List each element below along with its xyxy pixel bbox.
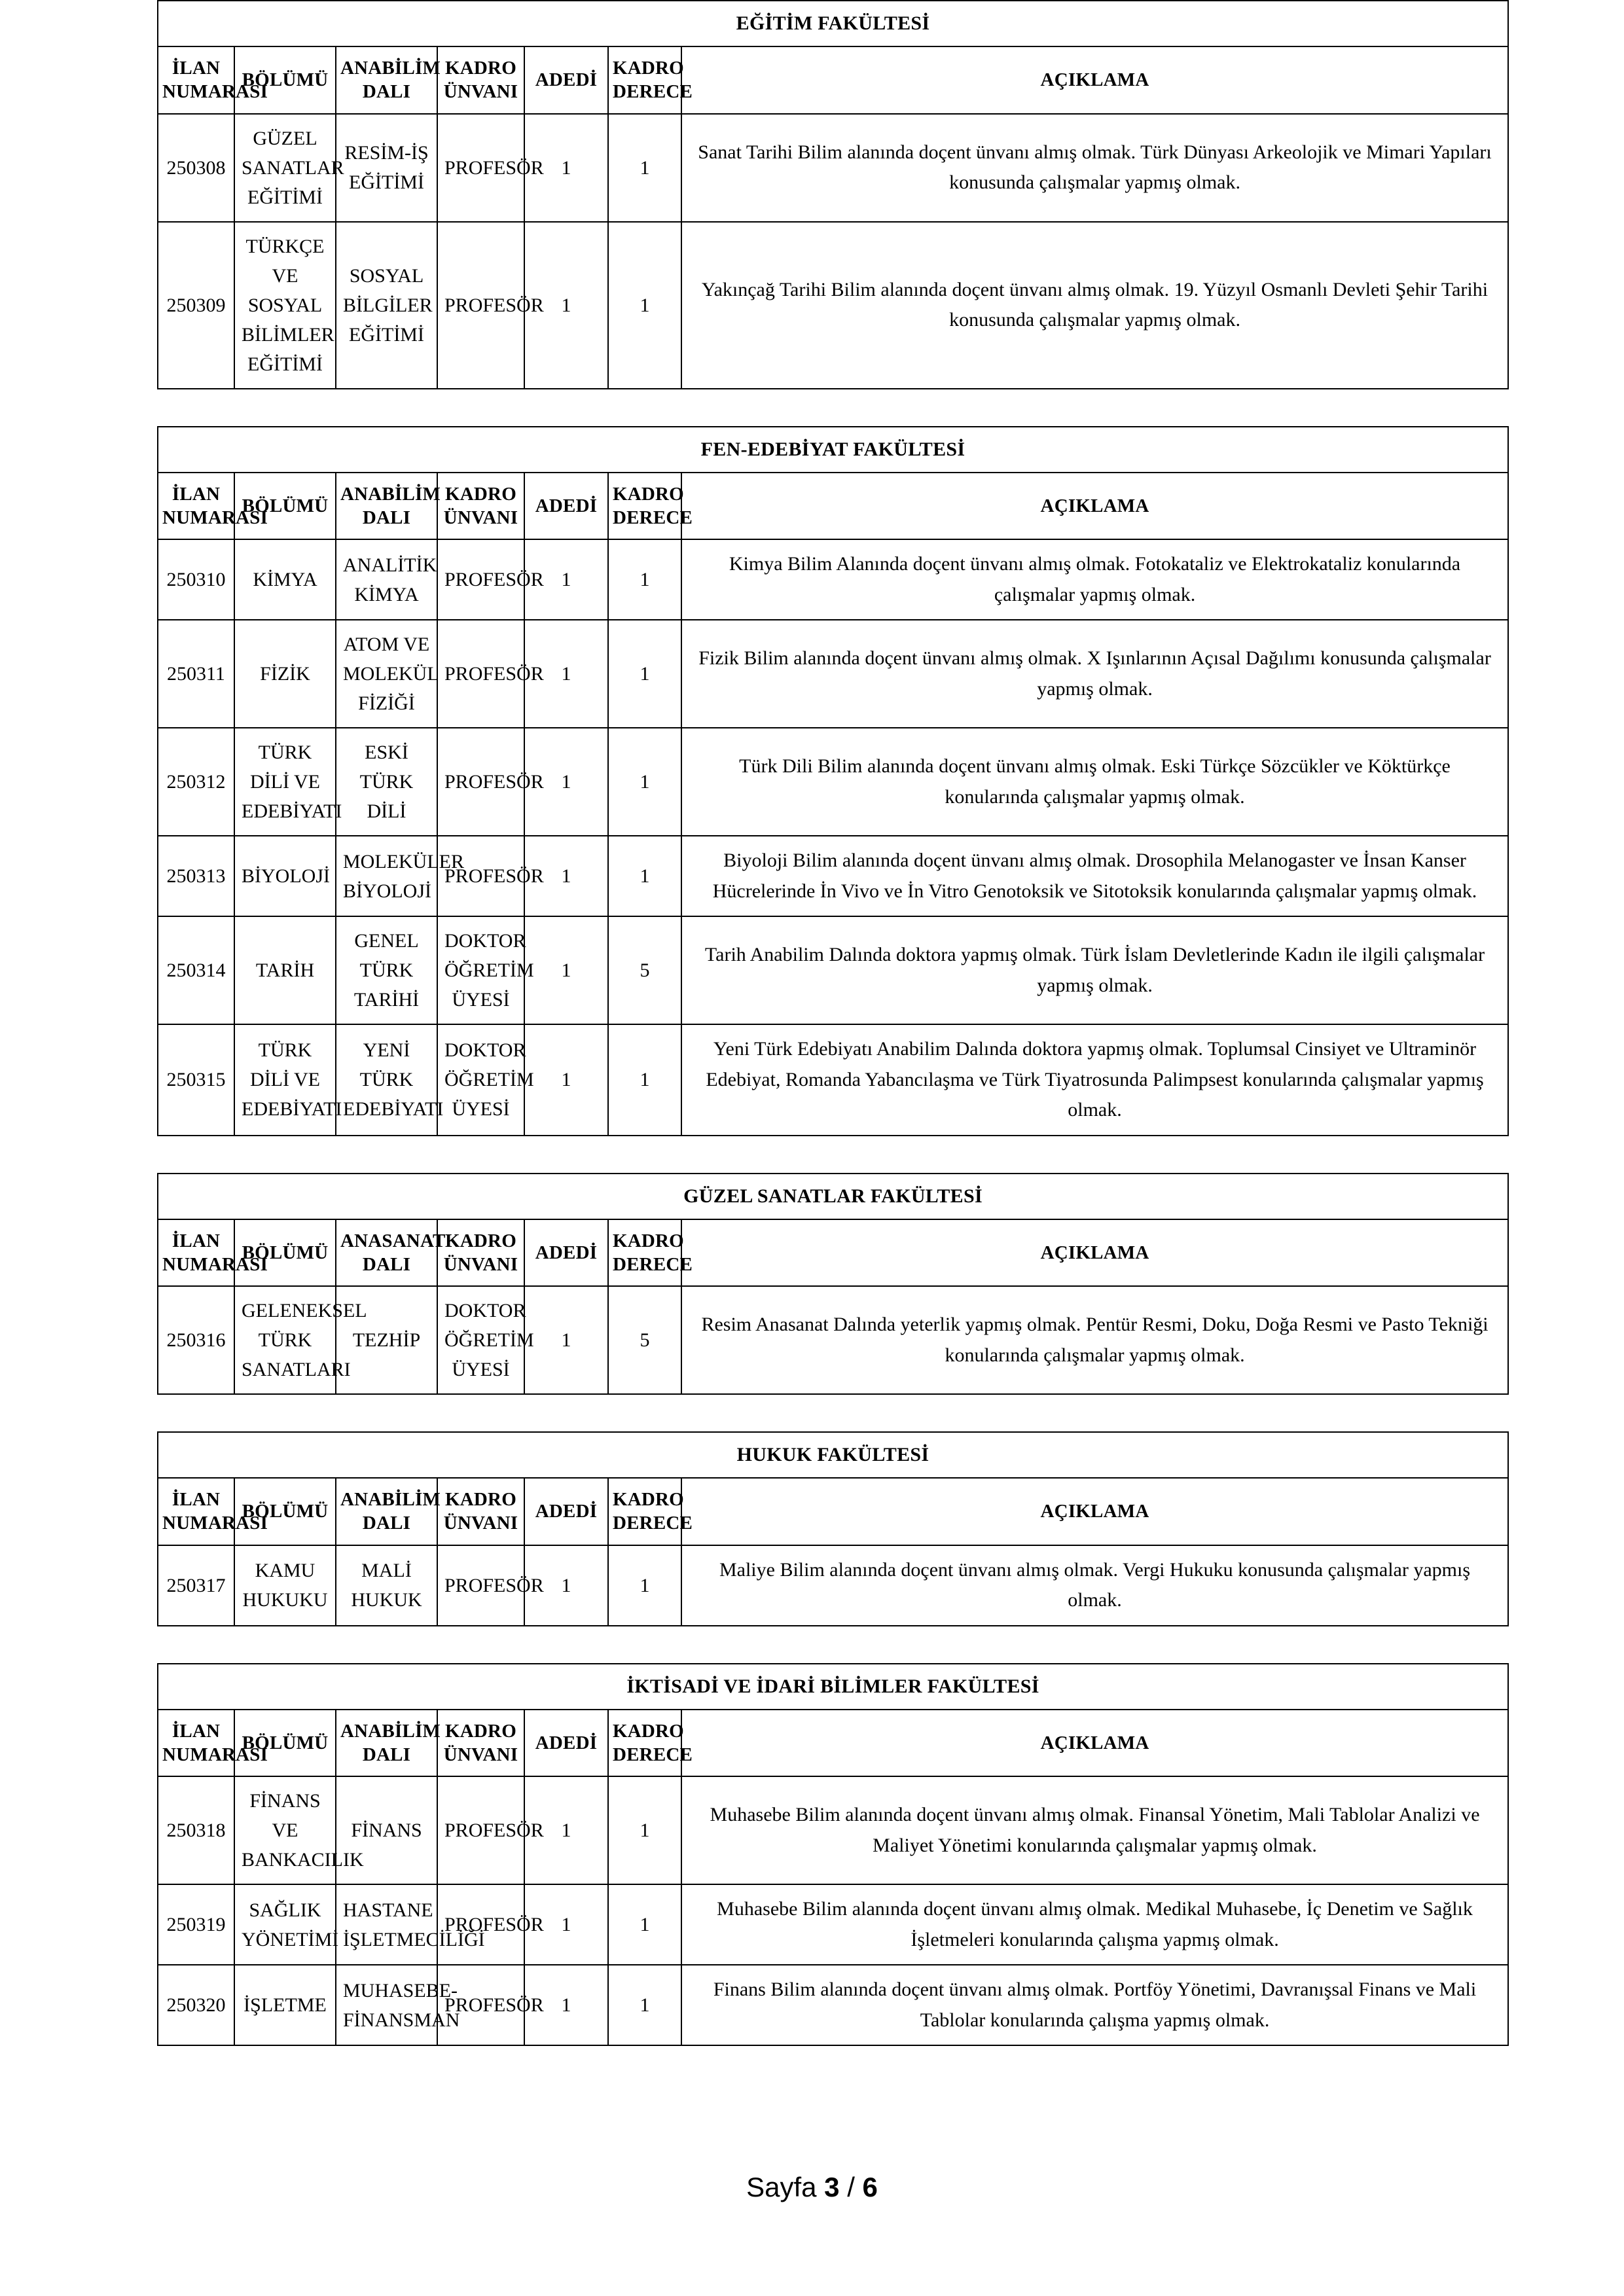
- column-header-aciklama-line-1: AÇIKLAMA: [1040, 495, 1149, 516]
- cell-aciklama: Yakınçağ Tarihi Bilim alanında doçent ünvanı almış olmak. 19. Yüzyıl Osmanlı Devleti Şehir Tarihi konusunda çalışmalar yapmış olmak.: [681, 222, 1508, 389]
- column-header-ilan-numarasi-line-2: NUMARASI: [162, 1253, 268, 1275]
- table-row: [158, 539, 1508, 620]
- cell-dali: TEZHİP: [336, 1286, 437, 1394]
- cell-dali: FİNANS: [336, 1776, 437, 1884]
- column-header-kadro-derece-line-1: KADRO: [613, 1230, 684, 1251]
- column-header-kadro-derece: [608, 1478, 693, 1545]
- column-header-kadro-derece-line-2: DERECE: [613, 507, 693, 528]
- cell-kadro-derece: 1: [608, 1024, 681, 1136]
- cell-adedi: 1: [524, 916, 608, 1024]
- cell-kadro-unvani: PROFESÖR: [437, 728, 524, 836]
- column-header-aciklama: [681, 1478, 1508, 1545]
- cell-aciklama: Maliye Bilim alanında doçent ünvanı almış olmak. Vergi Hukuku konusunda çalışmalar yapmış olmak.: [681, 1545, 1508, 1626]
- table-header-row: [158, 1219, 1508, 1287]
- column-header-bolumu-line-1: BÖLÜMÜ: [242, 1501, 329, 1522]
- column-header-kadro-derece-line-1: KADRO: [613, 1489, 684, 1510]
- column-header-kadro-unvani-line-1: KADRO: [445, 58, 516, 79]
- column-header-kadro-unvani-line-1: KADRO: [445, 1720, 516, 1742]
- column-header-bolumu: [234, 1478, 336, 1545]
- table-row: [158, 1965, 1508, 2045]
- kadro-table: [157, 1431, 1509, 1626]
- column-header-dali: [336, 1710, 441, 1777]
- column-header-dali: [336, 1219, 446, 1287]
- table-row: [158, 836, 1508, 916]
- cell-ilan-numarasi: 250309: [158, 222, 234, 389]
- cell-kadro-derece: 1: [608, 114, 681, 222]
- column-header-ilan-numarasi-line-1: İLAN: [171, 1720, 221, 1742]
- column-header-adedi: [524, 46, 608, 114]
- cell-kadro-unvani: PROFESÖR: [437, 620, 524, 728]
- kadro-table: [157, 1173, 1509, 1395]
- faculty-title-row: [158, 1664, 1508, 1710]
- column-header-ilan-numarasi-line-2: NUMARASI: [162, 1513, 268, 1534]
- cell-bolumu: KAMU HUKUKU: [234, 1545, 336, 1626]
- column-header-ilan-numarasi: [158, 473, 268, 540]
- column-header-dali-line-1: ANABİLİM DALI: [340, 58, 441, 103]
- column-header-kadro-derece-line-1: KADRO: [613, 483, 684, 505]
- cell-kadro-unvani: DOKTOR ÖĞRETİM ÜYESİ: [437, 916, 524, 1024]
- column-header-kadro-derece-line-2: DERECE: [613, 1744, 693, 1765]
- column-header-ilan-numarasi-line-1: İLAN: [171, 58, 221, 79]
- table-row: [158, 728, 1508, 836]
- column-header-ilan-numarasi: [158, 1710, 268, 1777]
- column-header-kadro-unvani-line-2: ÜNVANI: [443, 81, 518, 103]
- table-row: [158, 1545, 1508, 1626]
- faculty-title: HUKUK FAKÜLTESİ: [158, 1432, 1508, 1478]
- cell-kadro-unvani: PROFESÖR: [437, 539, 524, 620]
- page-footer: [0, 2172, 1624, 2203]
- column-header-ilan-numarasi-line-1: İLAN: [171, 483, 221, 505]
- cell-kadro-unvani: PROFESÖR: [437, 222, 524, 389]
- cell-aciklama: Fizik Bilim alanında doçent ünvanı almış olmak. X Işınlarının Açısal Dağılımı konusunda çalışmalar yapmış olmak.: [681, 620, 1508, 728]
- column-header-kadro-unvani-line-2: ÜNVANI: [443, 507, 518, 528]
- column-header-kadro-derece: [608, 473, 693, 540]
- cell-dali: ESKİ TÜRK DİLİ: [336, 728, 437, 836]
- cell-aciklama: Sanat Tarihi Bilim alanında doçent ünvanı almış olmak. Türk Dünyası Arkeolojik ve Mimari Yapıları konusunda çalışmalar yapmış olmak.: [681, 114, 1508, 222]
- cell-kadro-unvani: PROFESÖR: [437, 1965, 524, 2045]
- cell-dali: ATOM VE MOLEKÜL FİZİĞİ: [336, 620, 437, 728]
- table-row: [158, 1776, 1508, 1884]
- column-header-adedi: [524, 473, 608, 540]
- cell-adedi: 1: [524, 728, 608, 836]
- column-header-adedi: [524, 1219, 608, 1287]
- faculty-title-row: [158, 1432, 1508, 1478]
- column-header-adedi: [524, 1710, 608, 1777]
- table-header-row: [158, 46, 1508, 114]
- column-header-dali-line-1: ANASANAT DALI: [340, 1230, 446, 1275]
- cell-kadro-unvani: PROFESÖR: [437, 1884, 524, 1965]
- column-header-kadro-derece-line-1: KADRO: [613, 58, 684, 79]
- cell-kadro-unvani: DOKTOR ÖĞRETİM ÜYESİ: [437, 1286, 524, 1394]
- cell-ilan-numarasi: 250313: [158, 836, 234, 916]
- column-header-dali-line-1: ANABİLİM DALI: [340, 483, 441, 528]
- cell-bolumu: SAĞLIK YÖNETİMİ: [234, 1884, 336, 1965]
- faculty-title-row: [158, 1174, 1508, 1219]
- faculty-tables-container: [157, 0, 1507, 2046]
- cell-ilan-numarasi: 250314: [158, 916, 234, 1024]
- cell-adedi: 1: [524, 1545, 608, 1626]
- cell-bolumu: TÜRK DİLİ VE EDEBİYATI: [234, 1024, 336, 1136]
- column-header-adedi-line-1: ADEDİ: [535, 495, 598, 516]
- column-header-adedi-line-1: ADEDİ: [535, 1242, 598, 1263]
- cell-dali: YENİ TÜRK EDEBİYATI: [336, 1024, 437, 1136]
- column-header-bolumu: [234, 473, 336, 540]
- column-header-dali: [336, 473, 441, 540]
- cell-ilan-numarasi: 250319: [158, 1884, 234, 1965]
- column-header-kadro-derece: [608, 46, 693, 114]
- column-header-dali-line-1: ANABİLİM DALI: [340, 1720, 441, 1765]
- column-header-adedi-line-1: ADEDİ: [535, 1501, 598, 1522]
- column-header-kadro-unvani-line-1: KADRO: [445, 1230, 516, 1251]
- column-header-ilan-numarasi: [158, 1219, 268, 1287]
- column-header-dali: [336, 1478, 441, 1545]
- column-header-adedi-line-1: ADEDİ: [535, 69, 598, 91]
- column-header-ilan-numarasi-line-2: NUMARASI: [162, 81, 268, 103]
- cell-kadro-unvani: DOKTOR ÖĞRETİM ÜYESİ: [437, 1024, 524, 1136]
- cell-aciklama: Muhasebe Bilim alanında doçent ünvanı almış olmak. Finansal Yönetim, Mali Tablolar Analizi ve Maliyet Yönetimi konularında çalışmalar yapmış olmak.: [681, 1776, 1508, 1884]
- kadro-table: [157, 426, 1509, 1136]
- table-row: [158, 1024, 1508, 1136]
- cell-aciklama: Muhasebe Bilim alanında doçent ünvanı almış olmak. Medikal Muhasebe, İç Denetim ve Sağlık İşletmeleri konularında çalışma yapmış olmak.: [681, 1884, 1508, 1965]
- faculty-table-block: [157, 1431, 1507, 1626]
- cell-dali: GENEL TÜRK TARİHİ: [336, 916, 437, 1024]
- cell-ilan-numarasi: 250308: [158, 114, 234, 222]
- column-header-aciklama: [681, 1219, 1508, 1287]
- column-header-kadro-unvani: [437, 1710, 524, 1777]
- cell-adedi: 1: [524, 539, 608, 620]
- cell-adedi: 1: [524, 620, 608, 728]
- column-header-bolumu-line-1: BÖLÜMÜ: [242, 1732, 329, 1753]
- table-row: [158, 1884, 1508, 1965]
- column-header-bolumu: [234, 1710, 336, 1777]
- cell-kadro-derece: 1: [608, 222, 681, 389]
- column-header-kadro-unvani: [437, 1478, 524, 1545]
- cell-bolumu: GÜZEL SANATLAR EĞİTİMİ: [234, 114, 336, 222]
- column-header-kadro-unvani-line-1: KADRO: [445, 1489, 516, 1510]
- column-header-kadro-derece: [608, 1710, 693, 1777]
- cell-kadro-derece: 1: [608, 1776, 681, 1884]
- column-header-kadro-unvani-line-2: ÜNVANI: [443, 1744, 518, 1765]
- column-header-kadro-derece-line-1: KADRO: [613, 1720, 684, 1742]
- cell-ilan-numarasi: 250317: [158, 1545, 234, 1626]
- cell-dali: ANALİTİK KİMYA: [336, 539, 437, 620]
- table-header-row: [158, 1478, 1508, 1545]
- column-header-kadro-unvani: [437, 1219, 524, 1287]
- column-header-aciklama-line-1: AÇIKLAMA: [1040, 1732, 1149, 1753]
- column-header-aciklama: [681, 46, 1508, 114]
- cell-bolumu: TARİH: [234, 916, 336, 1024]
- cell-ilan-numarasi: 250318: [158, 1776, 234, 1884]
- column-header-aciklama-line-1: AÇIKLAMA: [1040, 1242, 1149, 1263]
- column-header-bolumu-line-1: BÖLÜMÜ: [242, 1242, 329, 1263]
- faculty-title-row: [158, 427, 1508, 473]
- cell-adedi: 1: [524, 222, 608, 389]
- footer-separator: /: [847, 2172, 855, 2202]
- footer-total-pages: 6: [862, 2172, 878, 2202]
- faculty-table-block: [157, 0, 1507, 389]
- cell-aciklama: Resim Anasanat Dalında yeterlik yapmış olmak. Pentür Resmi, Doku, Doğa Resmi ve Pasto Tekniği konularında çalışmalar yapmış olmak.: [681, 1286, 1508, 1394]
- cell-adedi: 1: [524, 1884, 608, 1965]
- column-header-kadro-unvani-line-2: ÜNVANI: [443, 1513, 518, 1534]
- column-header-adedi: [524, 1478, 608, 1545]
- cell-bolumu: FİNANS VE BANKACILIK: [234, 1776, 336, 1884]
- cell-aciklama: Biyoloji Bilim alanında doçent ünvanı almış olmak. Drosophila Melanogaster ve İnsan Kanser Hücrelerinde İn Vivo ve İn Vitro Genotoksik ve Sitotoksik konularında çalışmalar yapmış olmak.: [681, 836, 1508, 916]
- table-row: [158, 916, 1508, 1024]
- cell-aciklama: Yeni Türk Edebiyatı Anabilim Dalında doktora yapmış olmak. Toplumsal Cinsiyet ve Ultraminör Edebiyat, Romanda Yabancılaşma ve Türk Tiyatrosunda Palimpsest konularında çalışmalar yapmış olmak.: [681, 1024, 1508, 1136]
- cell-aciklama: Tarih Anabilim Dalında doktora yapmış olmak. Türk İslam Devletlerinde Kadın ile ilgili çalışmalar yapmış olmak.: [681, 916, 1508, 1024]
- cell-kadro-unvani: PROFESÖR: [437, 1545, 524, 1626]
- cell-adedi: 1: [524, 1776, 608, 1884]
- cell-bolumu: FİZİK: [234, 620, 336, 728]
- cell-dali: MOLEKÜLER BİYOLOJİ: [336, 836, 437, 916]
- faculty-table-block: [157, 1663, 1507, 2047]
- faculty-title-row: [158, 1, 1508, 46]
- cell-ilan-numarasi: 250320: [158, 1965, 234, 2045]
- column-header-ilan-numarasi-line-2: NUMARASI: [162, 507, 268, 528]
- kadro-table: [157, 0, 1509, 389]
- column-header-kadro-derece: [608, 1219, 693, 1287]
- cell-bolumu: KİMYA: [234, 539, 336, 620]
- cell-dali: RESİM-İŞ EĞİTİMİ: [336, 114, 437, 222]
- column-header-ilan-numarasi-line-1: İLAN: [171, 1489, 221, 1510]
- column-header-kadro-unvani: [437, 46, 524, 114]
- cell-adedi: 1: [524, 114, 608, 222]
- cell-aciklama: Finans Bilim alanında doçent ünvanı almış olmak. Portföy Yönetimi, Davranışsal Finans ve Mali Tablolar konularında çalışma yapmış olmak.: [681, 1965, 1508, 2045]
- column-header-kadro-derece-line-2: DERECE: [613, 1253, 693, 1275]
- column-header-aciklama: [681, 473, 1508, 540]
- column-header-dali: [336, 46, 441, 114]
- cell-kadro-derece: 1: [608, 539, 681, 620]
- cell-ilan-numarasi: 250310: [158, 539, 234, 620]
- column-header-aciklama-line-1: AÇIKLAMA: [1040, 69, 1149, 91]
- cell-aciklama: Türk Dili Bilim alanında doçent ünvanı almış olmak. Eski Türkçe Sözcükler ve Köktürkçe konularında çalışmalar yapmış olmak.: [681, 728, 1508, 836]
- column-header-kadro-derece-line-2: DERECE: [613, 81, 693, 103]
- column-header-aciklama: [681, 1710, 1508, 1777]
- column-header-bolumu-line-1: BÖLÜMÜ: [242, 495, 329, 516]
- cell-kadro-derece: 1: [608, 1545, 681, 1626]
- cell-adedi: 1: [524, 836, 608, 916]
- cell-adedi: 1: [524, 1024, 608, 1136]
- cell-kadro-derece: 1: [608, 1884, 681, 1965]
- column-header-bolumu: [234, 46, 336, 114]
- cell-kadro-derece: 1: [608, 620, 681, 728]
- table-row: [158, 114, 1508, 222]
- column-header-bolumu-line-1: BÖLÜMÜ: [242, 69, 329, 91]
- faculty-title: İKTİSADİ VE İDARİ BİLİMLER FAKÜLTESİ: [158, 1664, 1508, 1710]
- table-row: [158, 620, 1508, 728]
- column-header-dali-line-1: ANABİLİM DALI: [340, 1489, 441, 1534]
- kadro-table: [157, 1663, 1509, 2047]
- column-header-kadro-unvani-line-2: ÜNVANI: [443, 1253, 518, 1275]
- cell-bolumu: GELENEKSEL TÜRK SANATLARI: [234, 1286, 336, 1394]
- document-page: [157, 0, 1507, 2083]
- cell-ilan-numarasi: 250311: [158, 620, 234, 728]
- column-header-kadro-derece-line-2: DERECE: [613, 1513, 693, 1534]
- column-header-kadro-unvani: [437, 473, 524, 540]
- table-header-row: [158, 473, 1508, 540]
- cell-ilan-numarasi: 250316: [158, 1286, 234, 1394]
- cell-dali: MALİ HUKUK: [336, 1545, 437, 1626]
- cell-kadro-unvani: PROFESÖR: [437, 114, 524, 222]
- column-header-kadro-unvani-line-1: KADRO: [445, 483, 516, 505]
- column-header-ilan-numarasi: [158, 46, 268, 114]
- cell-bolumu: TÜRKÇE VE SOSYAL BİLİMLER EĞİTİMİ: [234, 222, 336, 389]
- column-header-bolumu: [234, 1219, 336, 1287]
- cell-kadro-derece: 1: [608, 836, 681, 916]
- cell-bolumu: BİYOLOJİ: [234, 836, 336, 916]
- faculty-title: GÜZEL SANATLAR FAKÜLTESİ: [158, 1174, 1508, 1219]
- cell-dali: SOSYAL BİLGİLER EĞİTİMİ: [336, 222, 437, 389]
- cell-bolumu: TÜRK DİLİ VE EDEBİYATI: [234, 728, 336, 836]
- column-header-ilan-numarasi-line-1: İLAN: [171, 1230, 221, 1251]
- cell-dali: HASTANE İŞLETMECİLİĞİ: [336, 1884, 437, 1965]
- faculty-title: FEN-EDEBİYAT FAKÜLTESİ: [158, 427, 1508, 473]
- cell-kadro-derece: 5: [608, 916, 681, 1024]
- column-header-ilan-numarasi: [158, 1478, 268, 1545]
- cell-ilan-numarasi: 250315: [158, 1024, 234, 1136]
- footer-label: Sayfa: [746, 2172, 817, 2202]
- cell-ilan-numarasi: 250312: [158, 728, 234, 836]
- faculty-title: EĞİTİM FAKÜLTESİ: [158, 1, 1508, 46]
- faculty-table-block: [157, 1173, 1507, 1395]
- cell-adedi: 1: [524, 1286, 608, 1394]
- column-header-adedi-line-1: ADEDİ: [535, 1732, 598, 1753]
- cell-kadro-unvani: PROFESÖR: [437, 836, 524, 916]
- cell-kadro-unvani: PROFESÖR: [437, 1776, 524, 1884]
- table-header-row: [158, 1710, 1508, 1777]
- cell-adedi: 1: [524, 1965, 608, 2045]
- faculty-table-block: [157, 426, 1507, 1136]
- cell-bolumu: İŞLETME: [234, 1965, 336, 2045]
- cell-kadro-derece: 1: [608, 728, 681, 836]
- cell-kadro-derece: 1: [608, 1965, 681, 2045]
- column-header-ilan-numarasi-line-2: NUMARASI: [162, 1744, 268, 1765]
- cell-aciklama: Kimya Bilim Alanında doçent ünvanı almış olmak. Fotokataliz ve Elektrokataliz konularında çalışmalar yapmış olmak.: [681, 539, 1508, 620]
- table-row: [158, 1286, 1508, 1394]
- table-row: [158, 222, 1508, 389]
- footer-current-page: 3: [824, 2172, 840, 2202]
- column-header-aciklama-line-1: AÇIKLAMA: [1040, 1501, 1149, 1522]
- cell-dali: MUHASEBE-FİNANSMAN: [336, 1965, 437, 2045]
- cell-kadro-derece: 5: [608, 1286, 681, 1394]
